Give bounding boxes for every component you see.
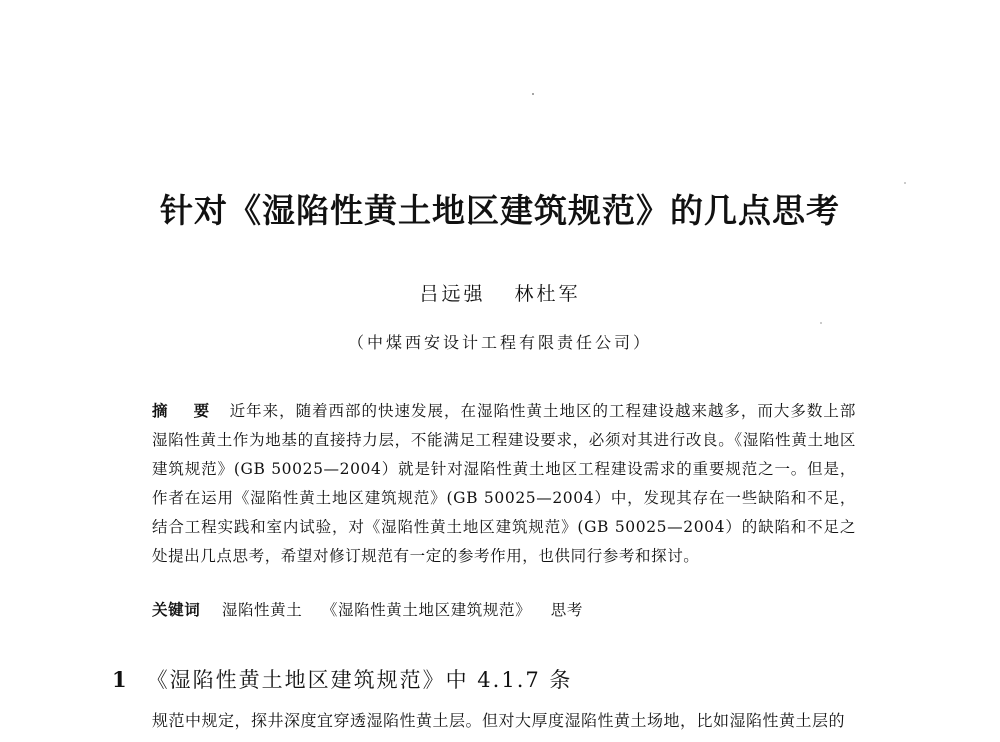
keywords — [152, 598, 856, 622]
paper-title: 针对《湿陷性黄土地区建筑规范》的几点思考 — [160, 191, 840, 230]
scan-speck — [820, 322, 822, 324]
section-body: 规范中规定，探井深度宜穿透湿陷性黄土层。但对大厚度湿陷性黄土场地，比如湿陷性黄土层的 — [152, 711, 846, 730]
affiliation: （中煤西安设计工程有限责任公司） — [347, 333, 652, 352]
keyword: 《湿陷性黄土地区建筑规范》 — [321, 601, 532, 619]
abstract-text: 近年来，随着西部的快速发展，在湿陷性黄土地区的工程建设越来越多，而大多数上部湿陷性黄土作为地基的直接持力层，不能满足工程建设要求，必须对其进行改良。《湿陷性黄土地区建筑规范》(GB 50025—2004）就是针对湿陷性黄土地区工程建设需求的重要规范之一。但是，作者在运用《湿陷性黄土地区建筑规范》(GB 50025—2004）中，发现其存在一些缺陷和不足，结合工程实践和室内试验，对《湿陷性黄土地区建筑规范》(GB 50025—2004）的缺陷和不足之处提出几点思考，希望对修订规范有一定的参考作用，也供同行参考和探讨。 — [152, 402, 856, 565]
abstract-label: 摘 要 — [152, 402, 220, 420]
keyword: 思考 — [550, 601, 583, 619]
section-number: 1 — [112, 667, 129, 692]
author-list — [0, 282, 1000, 306]
scan-speck — [904, 182, 906, 184]
author-name: 林杜军 — [514, 283, 581, 305]
keyword: 湿陷性黄土 — [221, 601, 303, 619]
keywords-label: 关键词 — [152, 601, 201, 619]
scan-speck — [532, 93, 534, 95]
section-heading — [112, 666, 572, 694]
abstract — [152, 397, 856, 571]
section-title: 《湿陷性黄土地区建筑规范》中 4.1.7 条 — [146, 668, 573, 692]
author-name: 吕远强 — [419, 283, 486, 305]
